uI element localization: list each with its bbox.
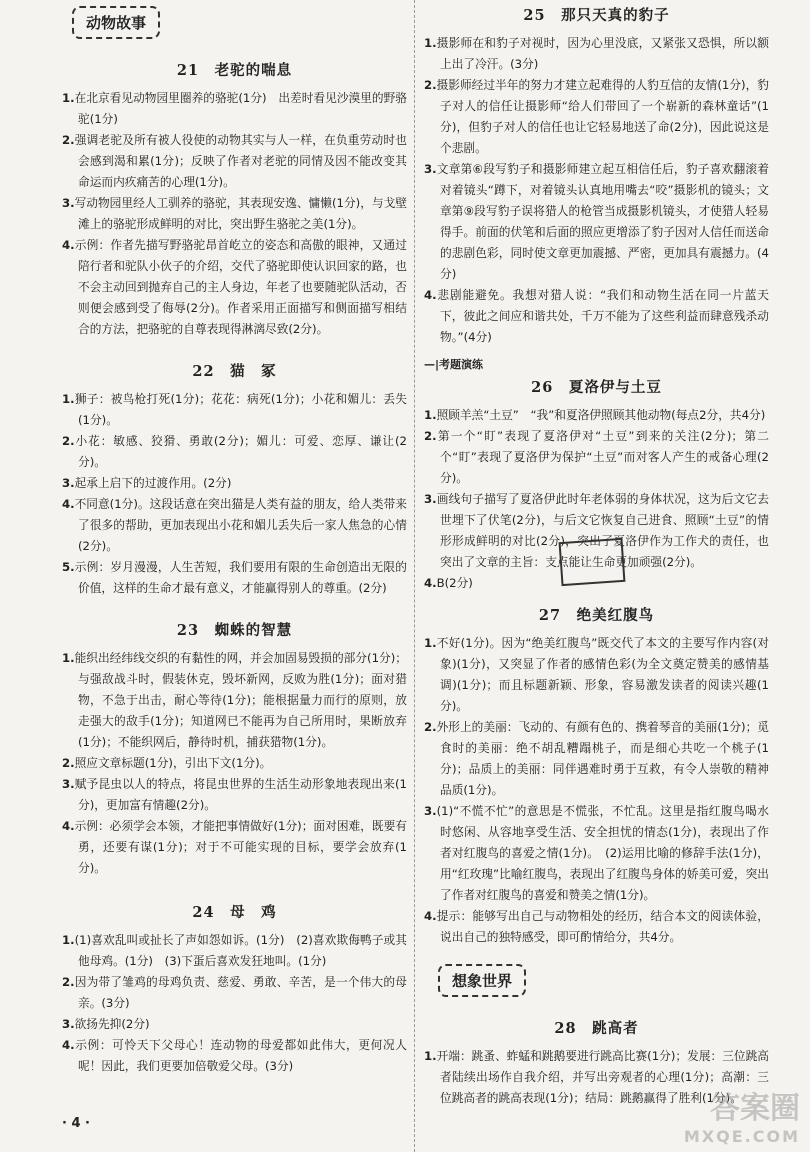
section-title: 22 猫 冢 xyxy=(192,363,277,380)
answer-item: 4.示例：必须学会本领，才能把事情做好(1分)；面对困难，既要有勇，还要有谋(1分)；对于不可能实现的目标，要学会放弃(1分)。 xyxy=(62,819,407,875)
section-badge-imagination-world: 想象世界 xyxy=(438,964,526,997)
answer-item: 3.文章第⑥段写豹子和摄影师建立起互相信任后，豹子喜欢翻滚着对着镜头“蹲下，对着镜头认真地用嘴去“咬”摄影机的镜头；文章第⑨段写豹子误将猎人的枪管当成摄影机镜头，才使猎人轻易得手。前面的伏笔和后面的照应更增添了豹子因对人信任而送命的悲剧色彩，同时使文章更加震撼、严密，更加具有震撼力。(4分) xyxy=(424,162,769,281)
watermark-url: MXQE.COM xyxy=(683,1127,800,1146)
section-27 xyxy=(424,604,769,948)
left-column xyxy=(62,0,407,1077)
section-title: 26 夏洛伊与土豆 xyxy=(531,379,662,396)
answer-item: 3.写动物园里经人工驯养的骆驼，其表现安逸、慵懒(1分)，与戈壁滩上的骆驼形成鲜明的对比，突出野生骆驼之美(1分)。 xyxy=(62,196,407,231)
answer-item: 2.摄影师经过半年的努力才建立起难得的人豹互信的友情(1分)，豹子对人的信任让摄影师“给人们带回了一个崭新的森林童话”(1分)，但豹子对人的信任也让它轻易地送了命(2分)，因此说这是个悲剧。 xyxy=(424,78,769,155)
section-25 xyxy=(424,4,769,348)
section-title: 25 那只天真的豹子 xyxy=(523,7,670,24)
watermark-logo-text: 答案圈 xyxy=(710,1091,800,1126)
answer-item: 1.在北京看见动物园里圈养的骆驼(1分) 出差时看见沙漠里的野骆驼(1分) xyxy=(62,91,407,126)
column-divider xyxy=(414,0,415,1152)
answer-item: 2.第一个“盯”表现了夏洛伊对“土豆”到来的关注(2分)；第二个“盯”表现了夏洛伊为保护“土豆”而对客人产生的戒备心理(2分)。 xyxy=(424,429,769,485)
section-23 xyxy=(62,619,407,879)
watermark xyxy=(684,1083,800,1146)
answer-item: 3.(1)“不慌不忙”的意思是不慌张，不忙乱。这里是指红腹鸟喝水时悠闲、从容地享受生活、安全担忧的情态(1分)，表现出了作者对红腹鸟的喜爱之情(1分)。 (2)运用比喻的修辞手法(1分)，用“红玫瑰”比喻红腹鸟，表现出了红腹鸟身体的娇美可爱，突出了作者对红腹鸟的喜爱和赞美之情(1分)。 xyxy=(424,804,769,902)
answer-item: 2.因为带了雏鸡的母鸡负责、慈爱、勇敢、辛苦，是一个伟大的母亲。(3分) xyxy=(62,975,407,1010)
answer-item: 1.能织出经纬线交织的有黏性的网，并会加固易毁损的部分(1分)；与强敌战斗时，假装休克，毁坏新网，反败为胜(1分)；面对猎物，不急于出击，耐心等待(1分)；能根据量力而行的原则，放走强大的敌手(1分)；知道网已不能再为自己所用时，果断放弃(1分)；不能织网后，静待时机，捕获猎物(1分)。 xyxy=(62,651,407,749)
section-title: 24 母 鸡 xyxy=(192,904,277,921)
section-21 xyxy=(62,59,407,340)
section-title: 21 老驼的喘息 xyxy=(176,62,293,79)
answer-item: 4.B(2分) xyxy=(424,576,473,590)
answer-item: 4.悲剧能避免。我想对猎人说：“我们和动物生活在同一片蓝天下，彼此之间应和谐共处，千万不能为了这些利益而肆意残杀动物。”(4分) xyxy=(424,288,769,344)
section-22 xyxy=(62,360,407,599)
section-24 xyxy=(62,901,407,1077)
answer-item: 2.照应文章标题(1分)，引出下文(1分)。 xyxy=(62,756,272,770)
page-number: · 4 · xyxy=(62,1116,90,1131)
section-title: 27 绝美红腹鸟 xyxy=(538,607,655,624)
answer-item: 4.示例：可怜天下父母心！连动物的母爱都如此伟大，更何况人呢！因此，我们更要加倍敬爱父母。(3分) xyxy=(62,1038,407,1073)
answer-item: 3.起承上启下的过渡作用。(2分) xyxy=(62,476,232,490)
answer-item: 3.赋予昆虫以人的特点，将昆虫世界的生活生动形象地表现出来(1分)，更加富有情趣(2分)。 xyxy=(62,777,407,812)
answer-item: 1.开端：跳蚤、蚱蜢和跳鹅要进行跳高比赛(1分)；发展：三位跳高者陆续出场作自我介绍，并写出旁观者的心理(1分)；高潮：三位跳高者的跳高表现(1分)；结局：跳鹅赢得了胜利(1分)。 xyxy=(424,1049,769,1105)
answer-item: 3.画线句子描写了夏洛伊此时年老体弱的身体状况，这为后文它去世埋下了伏笔(2分)，与后文它恢复自己进食、照顾“土豆”的情形形成鲜明的对比(2分)，突出了夏洛伊作为工作犬的责任，也突出了文章的主旨：支点能让生命更加顽强(2分)。 xyxy=(424,492,769,569)
answer-item: 1.照顾羊羔“土豆” “我”和夏洛伊照顾其他动物(每点2分，共4分) xyxy=(424,408,766,422)
answer-item: 4.不同意(1分)。这段话意在突出猫是人类有益的朋友，给人类带来了很多的帮助，更加表现出小花和媚儿丢失后一家人焦急的心情(2分)。 xyxy=(62,497,407,553)
answer-item: 5.示例：岁月漫漫，人生苦短，我们要用有限的生命创造出无限的价值，这样的生命才最有意义，才能赢得别人的尊重。(2分) xyxy=(62,560,407,595)
practice-label: —|考题演练 xyxy=(424,358,484,371)
section-badge-animal-stories: 动物故事 xyxy=(72,6,160,39)
answer-item: 1.狮子：被鸟枪打死(1分)；花花：病死(1分)；小花和媚儿：丢失(1分)。 xyxy=(62,392,407,427)
section-title: 28 跳高者 xyxy=(554,1020,639,1037)
answer-item: 1.摄影师在和豹子对视时，因为心里没底，又紧张又恐惧，所以额上出了冷汗。(3分) xyxy=(424,36,769,71)
answer-item: 3.欲扬先抑(2分) xyxy=(62,1017,150,1031)
answer-item: 2.小花：敏感、狡猾、勇敢(2分)；媚儿：可爱、恋厚、谦让(2分)。 xyxy=(62,434,407,469)
answer-item: 2.强调老驼及所有被人役使的动物其实与人一样，在负重劳动时也会感到渴和累(1分)；反映了作者对老驼的同情及因不能改变其命运而内疚痛苦的心理(1分)。 xyxy=(62,133,407,189)
section-title: 23 蜘蛛的智慧 xyxy=(176,622,293,639)
answer-item: 4.示例：作者先描写野骆驼昂首屹立的姿态和高傲的眼神，又通过陪行者和驼队小伙子的介绍，交代了骆驼即使认识回家的路，也不会主动回到抛弃自己的主人身边，年老了也要随驼队活动，否则便会感到受了侮辱(2分)。作者采用正面描写和侧面描写相结合的方法，把骆驼的自尊表现得淋漓尽致(2分)。 xyxy=(62,238,407,336)
answer-item: 1.(1)喜欢乱叫或扯长了声如怨如诉。(1分) (2)喜欢欺侮鸭子或其他母鸡。(1分) (3)下蛋后喜欢发狂地叫。(1分) xyxy=(62,933,407,968)
answer-item: 4.提示：能够写出自己与动物相处的经历，结合本文的阅读体验，说出自己的独特感受，即可酌情给分，共4分。 xyxy=(424,909,769,944)
answer-item: 2.外形上的美丽：飞动的、有颜有色的、携着琴音的美丽(1分)；觅食时的美丽：绝不胡乱糟蹋桃子，而是细心共吃一个桃子(1分)；品质上的美丽：同伴遇难时勇于互救，有令人崇敬的精神品质(1分)。 xyxy=(424,720,769,797)
answer-item: 1.不好(1分)。因为“绝美红腹鸟”既交代了本文的主要写作内容(对象)(1分)，又突显了作者的感情色彩(为全文奠定赞美的感情基调)(1分)；而且标题新颖、形象，容易激发读者的阅读兴趣(1分)。 xyxy=(424,636,769,713)
handwritten-stamp xyxy=(559,538,626,586)
